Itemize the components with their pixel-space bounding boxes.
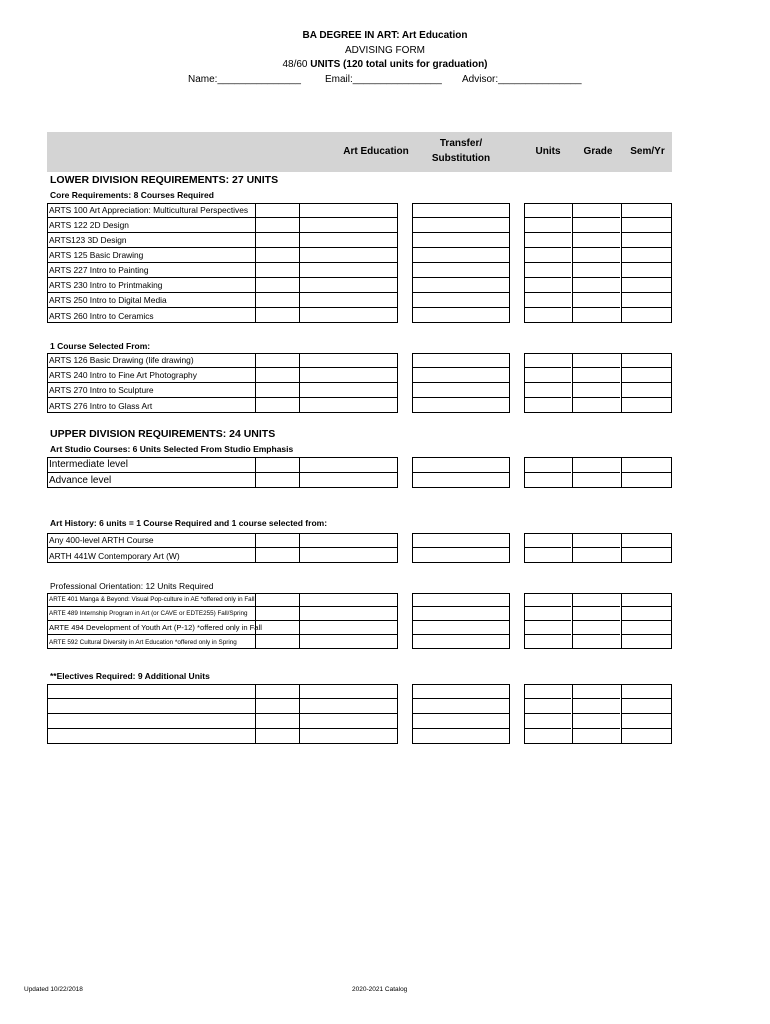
grade-units-frame <box>524 457 672 488</box>
col-units: Units <box>535 146 561 157</box>
course-label: ARTS 227 Intro to Painting <box>47 263 299 278</box>
column-divider <box>621 593 622 649</box>
col-transfer-line1: Transfer/ <box>439 138 483 149</box>
column-divider <box>621 457 622 488</box>
course-label: Advance level <box>49 474 112 486</box>
art-education-frame <box>255 353 398 413</box>
student-info-row <box>0 74 770 88</box>
updated-date: Updated 10/22/2018 <box>24 986 83 993</box>
grade-units-frame <box>524 353 672 413</box>
col-sem-yr: Sem/Yr <box>630 146 665 157</box>
column-divider <box>572 203 573 323</box>
art-history-heading: Art History: 6 units = 1 Course Required and 1 course selected from: <box>50 518 328 528</box>
catalog-year: 2020-2021 Catalog <box>352 986 408 993</box>
column-divider <box>572 684 573 744</box>
form-title: BA DEGREE IN ART: Art Education <box>302 30 468 41</box>
transfer-frame <box>412 593 510 649</box>
studio-courses-heading: Art Studio Courses: 6 Units Selected From Studio Emphasis <box>50 444 294 454</box>
column-header-bar <box>47 132 672 172</box>
grade-units-frame <box>524 203 672 323</box>
course-label: ARTE 401 Manga & Beyond: Visual Pop-culture in AE *offered only in Fall <box>47 593 299 607</box>
form-subtitle: ADVISING FORM <box>344 45 425 56</box>
course-label: ARTS 125 Basic Drawing <box>47 248 299 263</box>
course-label: ARTS 276 Intro to Glass Art <box>49 400 153 411</box>
course-label: ARTE 489 Internship Program in Art (or CAVE or EDTE255) Fall/Spring <box>47 607 299 621</box>
upper-division-heading: UPPER DIVISION REQUIREMENTS: 24 UNITS <box>50 428 276 440</box>
electives-table <box>47 684 672 744</box>
studio-courses-table <box>47 457 672 488</box>
professional-orientation-heading: Professional Orientation: 12 Units Required <box>50 581 214 591</box>
units-total: UNITS (120 total units for graduation) <box>310 59 488 70</box>
col-transfer <box>411 136 511 166</box>
course-label: ARTS 100 Art Appreciation: Multicultural Perspectives <box>47 203 299 218</box>
grade-units-frame <box>524 533 672 563</box>
core-requirements-heading: Core Requirements: 8 Courses Required <box>50 190 214 200</box>
advisor-field[interactable]: Advisor:_______________ <box>462 74 582 85</box>
column-divider <box>572 457 573 488</box>
course-label: ARTE 494 Development of Youth Art (P-12) *offered only in Fall <box>47 621 299 635</box>
units-line <box>0 58 770 71</box>
col-art-education: Art Education <box>343 146 409 157</box>
art-history-table <box>47 533 672 563</box>
transfer-frame <box>412 684 510 744</box>
course-label: ARTS 250 Intro to Digital Media <box>47 293 299 308</box>
units-prefix: 48/60 <box>282 59 308 70</box>
transfer-frame <box>412 457 510 488</box>
select-course-heading: 1 Course Selected From: <box>50 341 151 351</box>
grade-units-frame <box>524 593 672 649</box>
course-label: ARTS 126 Basic Drawing (life drawing) <box>47 353 299 368</box>
column-divider <box>572 353 573 413</box>
electives-heading: **Electives Required: 9 Additional Units <box>50 671 210 681</box>
col-grade: Grade <box>583 146 613 157</box>
column-divider <box>621 353 622 413</box>
transfer-frame <box>412 533 510 563</box>
course-label: ARTS 260 Intro to Ceramics <box>49 310 154 321</box>
column-divider <box>572 593 573 649</box>
professional-orientation-table <box>47 593 672 649</box>
lower-division-heading: LOWER DIVISION REQUIREMENTS: 27 UNITS <box>50 174 279 186</box>
column-divider <box>621 203 622 323</box>
art-education-frame <box>255 684 398 744</box>
column-divider <box>572 533 573 563</box>
col-transfer-line2: Substitution <box>431 153 491 164</box>
core-courses-table <box>47 203 672 323</box>
transfer-frame <box>412 353 510 413</box>
art-education-frame <box>255 533 398 563</box>
email-field[interactable]: Email:________________ <box>325 74 442 85</box>
grade-units-frame <box>524 684 672 744</box>
course-label: ARTH 441W Contemporary Art (W) <box>49 550 180 561</box>
course-label: ARTS 270 Intro to Sculpture <box>47 383 299 398</box>
name-field[interactable]: Name:_______________ <box>188 74 301 85</box>
column-divider <box>621 684 622 744</box>
art-education-frame <box>255 593 398 649</box>
transfer-frame <box>412 203 510 323</box>
course-label: Any 400-level ARTH Course <box>47 533 299 548</box>
select-courses-table <box>47 353 672 413</box>
art-education-frame <box>255 457 398 488</box>
course-label: ARTS123 3D Design <box>47 233 299 248</box>
course-label: ARTS 240 Intro to Fine Art Photography <box>47 368 299 383</box>
column-divider <box>621 533 622 563</box>
course-label: ARTS 230 Intro to Printmaking <box>47 278 299 293</box>
course-label: Intermediate level <box>47 457 299 473</box>
art-education-frame <box>255 203 398 323</box>
course-label: ARTE 592 Cultural Diversity in Art Education *offered only in Spring <box>49 638 237 646</box>
course-label: ARTS 122 2D Design <box>47 218 299 233</box>
